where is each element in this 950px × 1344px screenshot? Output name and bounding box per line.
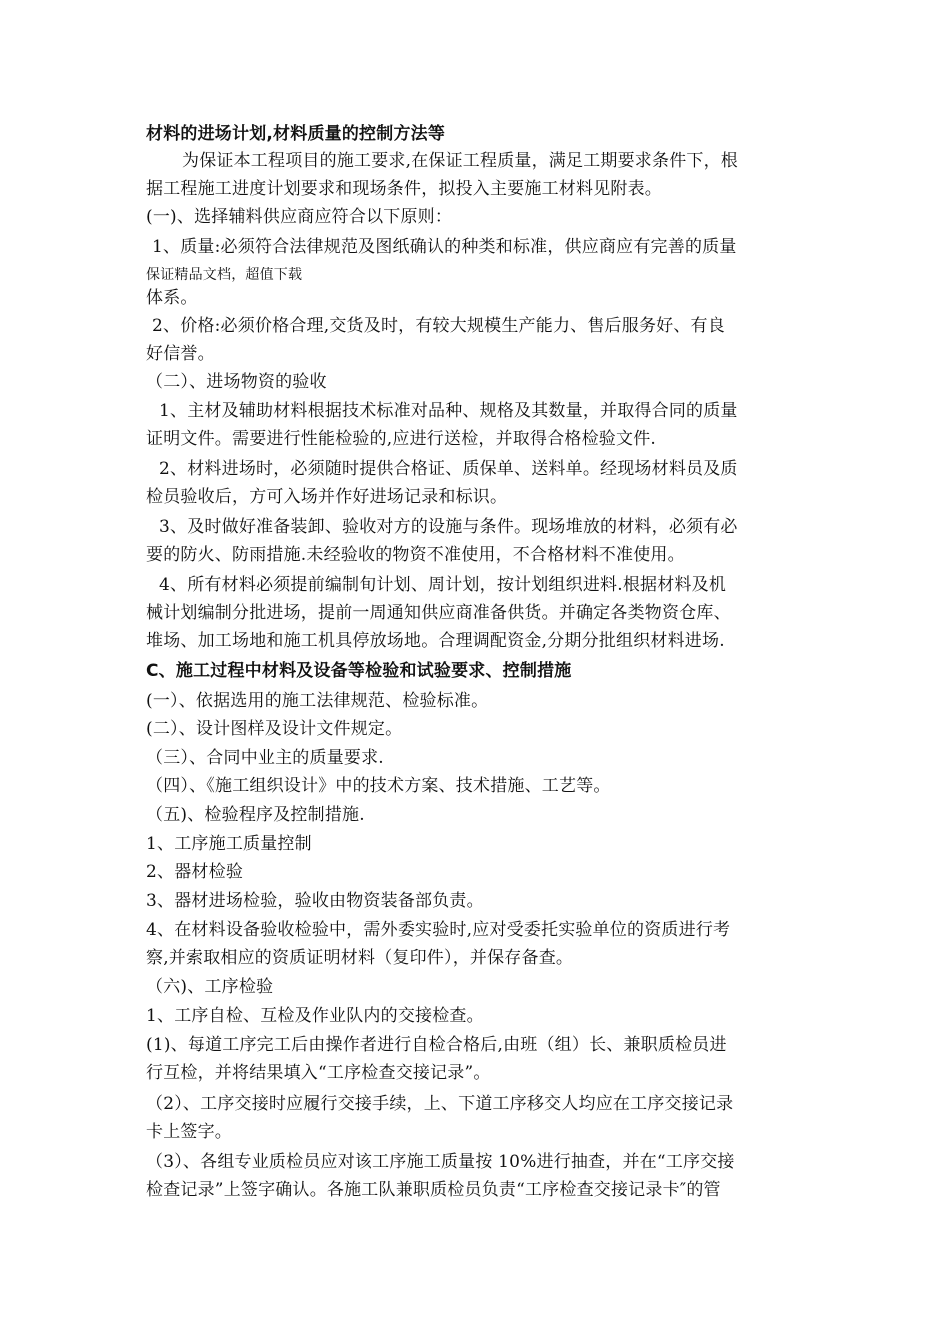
paragraph-line: 堆场、加工场地和施工机具停放场地。合理调配资金,分期分批组织材料进场. — [146, 631, 725, 651]
paragraph-line: 1、主材及辅助材料根据技术标准对品种、规格及其数量，并取得合同的质量 — [159, 401, 738, 421]
list-item: 3、器材进场检验，验收由物资装备部负责。 — [146, 891, 484, 911]
section-heading-inspection: C、施工过程中材料及设备等检验和试验要求、控制措施 — [146, 661, 572, 681]
paragraph-line: 察,并索取相应的资质证明材料（复印件），并保存备查。 — [146, 948, 574, 968]
subsection-heading: （二）、进场物资的验收 — [146, 372, 327, 392]
paragraph-line: （2）、工序交接时应履行交接手续，上、下道工序移交人均应在工序交接记录 — [146, 1094, 734, 1114]
paragraph-line: 好信誉。 — [146, 344, 215, 364]
list-item: （五)、检验程序及控制措施. — [146, 805, 365, 825]
paragraph-line: 要的防火、防雨措施.未经验收的物资不准使用，不合格材料不准使用。 — [146, 545, 685, 565]
paragraph-line: 据工程施工进度计划要求和现场条件，拟投入主要施工材料见附表。 — [146, 179, 662, 199]
paragraph-line: 1、质量:必须符合法律规范及图纸确认的种类和标准，供应商应有完善的质量 — [152, 237, 737, 257]
subsection-heading: (一)、选择辅料供应商应符合以下原则： — [146, 207, 453, 227]
paragraph-line: 为保证本工程项目的施工要求,在保证工程质量，满足工期要求条件下，根 — [182, 151, 739, 171]
paragraph-line: 2、价格:必须价格合理,交货及时，有较大规模生产能力、售后服务好、有良 — [152, 316, 725, 336]
paragraph-line: 体系。 — [146, 288, 198, 308]
list-item: 1、工序施工质量控制 — [146, 834, 312, 854]
paragraph-line: （3）、各组专业质检员应对该工序施工质量按 10%进行抽查，并在“工序交接 — [146, 1152, 735, 1172]
list-item: （四）、《施工组织设计》中的技术方案、技术措施、工艺等。 — [146, 776, 611, 796]
paragraph-line: 3、及时做好准备装卸、验收对方的设施与条件。现场堆放的材料，必须有必 — [159, 517, 738, 537]
list-item: 2、器材检验 — [146, 862, 244, 882]
paragraph-line: 械计划编制分批进场，提前一周通知供应商准备供货。并确定各类物资仓库、 — [146, 603, 731, 623]
list-item: （三）、合同中业主的质量要求. — [146, 748, 384, 768]
paragraph-line: 行互检，并将结果填入“工序检查交接记录”。 — [146, 1063, 491, 1083]
paragraph-line: 4、所有材料必须提前编制旬计划、周计划，按计划组织进料.根据材料及机 — [159, 575, 727, 595]
paragraph-line: 证明文件。需要进行性能检验的,应进行送检，并取得合格检验文件. — [146, 429, 657, 449]
paragraph-line: 4、在材料设备验收检验中，需外委实验时,应对受委托实验单位的资质进行考 — [146, 920, 731, 940]
paragraph-line: 检查记录”上签字确认。各施工队兼职质检员负责“工序检查交接记录卡″的管 — [146, 1180, 721, 1200]
watermark-text: 保证精品文档，超值下载 — [146, 267, 303, 283]
section-heading-material-plan: 材料的进场计划,材料质量的控制方法等 — [146, 124, 446, 144]
paragraph-line: 卡上签字。 — [146, 1122, 232, 1142]
paragraph-line: 2、材料进场时，必须随时提供合格证、质保单、送料单。经现场材料员及质 — [159, 459, 738, 479]
list-item: (二）、设计图样及设计文件规定。 — [146, 719, 403, 739]
paragraph-line: 检员验收后，方可入场并作好进场记录和标识。 — [146, 487, 508, 507]
paragraph-line: (1)、每道工序完工后由操作者进行自检合格后,由班（组）长、兼职质检员进 — [146, 1035, 727, 1055]
list-item: 1、工序自检、互检及作业队内的交接检查。 — [146, 1006, 484, 1026]
subsection-heading: （六)、工序检验 — [146, 977, 274, 997]
list-item: (一）、依据选用的施工法律规范、检验标准。 — [146, 691, 489, 711]
